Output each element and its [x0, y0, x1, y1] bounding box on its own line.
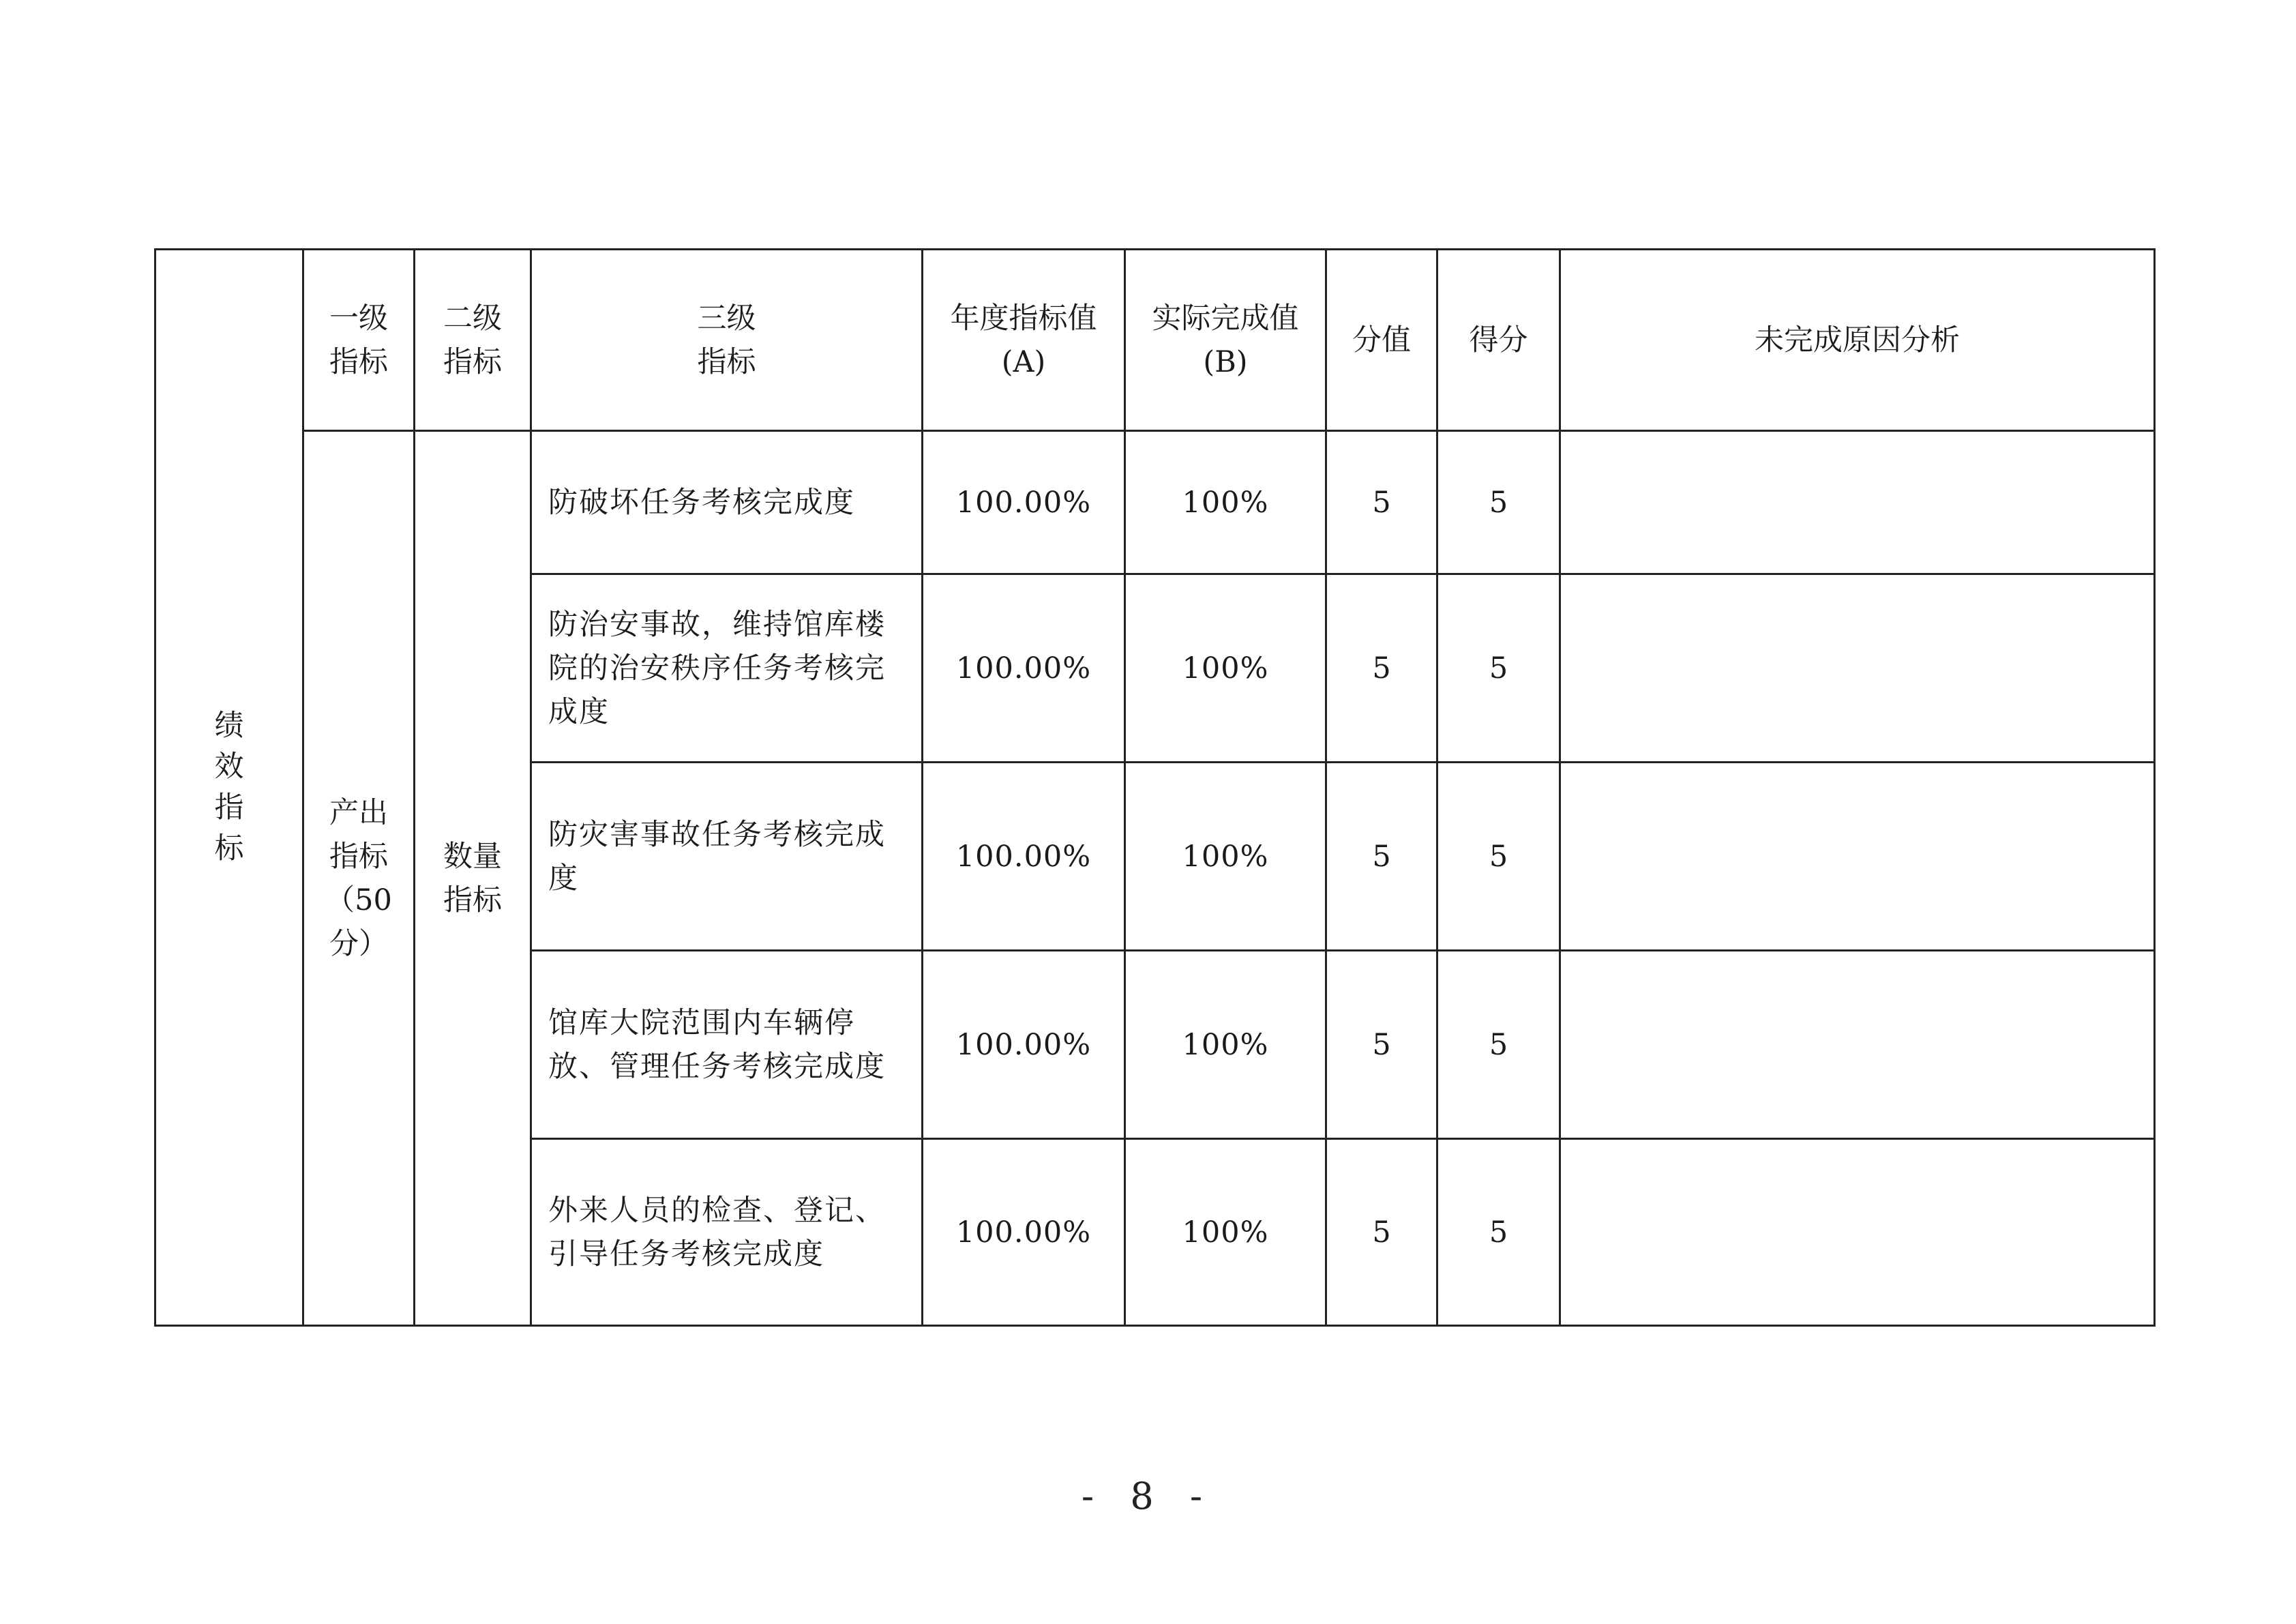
target-cell: 100.00%: [923, 431, 1125, 574]
reason-cell: [1560, 1139, 2155, 1326]
target-cell: 100.00%: [923, 763, 1125, 951]
reason-cell: [1560, 574, 2155, 763]
level1-cell: [303, 431, 415, 1326]
score-cell: 5: [1326, 951, 1437, 1139]
obtained-cell: 5: [1437, 951, 1560, 1139]
indicator-cell: 馆库大院范围内车辆停放、管理任务考核完成度: [531, 951, 923, 1139]
target-cell: 100.00%: [923, 1139, 1125, 1326]
reason-cell: [1560, 951, 2155, 1139]
indicator-cell: 防治安事故，维持馆库楼院的治安秩序任务考核完成度: [531, 574, 923, 763]
indicator-cell: 防灾害事故任务考核完成度: [531, 763, 923, 951]
obtained-cell: 5: [1437, 1139, 1560, 1326]
performance-indicator-table: [154, 248, 2156, 1327]
score-cell: 5: [1326, 574, 1437, 763]
obtained-cell: 5: [1437, 431, 1560, 574]
reason-cell: [1560, 431, 2155, 574]
obtained-cell: 5: [1437, 763, 1560, 951]
header-level2: 二级 指标: [415, 250, 531, 431]
header-row: [155, 250, 2155, 431]
header-level3: 三级 指标: [531, 250, 923, 431]
score-cell: 5: [1326, 763, 1437, 951]
obtained-cell: 5: [1437, 574, 1560, 763]
score-cell: 5: [1326, 431, 1437, 574]
level2-label: 数量指标: [443, 839, 502, 917]
header-annual-target: 年度指标值 (A): [923, 250, 1125, 431]
target-cell: 100.00%: [923, 951, 1125, 1139]
actual-cell: 100%: [1125, 574, 1326, 763]
actual-cell: 100%: [1125, 431, 1326, 574]
score-cell: 5: [1326, 1139, 1437, 1326]
indicator-cell: 防破坏任务考核完成度: [531, 431, 923, 574]
actual-cell: 100%: [1125, 763, 1326, 951]
group-label: 绩效指标: [214, 708, 244, 866]
page-number: - 8 -: [1081, 1475, 1215, 1518]
header-score-obtained: 得分: [1437, 250, 1560, 431]
header-score-value: 分值: [1326, 250, 1437, 431]
table-row: [155, 431, 2155, 574]
group-label-cell: [155, 250, 303, 1326]
indicator-cell: 外来人员的检查、登记、引导任务考核完成度: [531, 1139, 923, 1326]
actual-cell: 100%: [1125, 951, 1326, 1139]
level2-cell: [415, 431, 531, 1326]
level1-label: 产出指标（50分）: [325, 795, 392, 961]
header-reason: 未完成原因分析: [1560, 250, 2155, 431]
actual-cell: 100%: [1125, 1139, 1326, 1326]
reason-cell: [1560, 763, 2155, 951]
header-actual-value: 实际完成值 (B): [1125, 250, 1326, 431]
target-cell: 100.00%: [923, 574, 1125, 763]
header-level1: 一级 指标: [303, 250, 415, 431]
